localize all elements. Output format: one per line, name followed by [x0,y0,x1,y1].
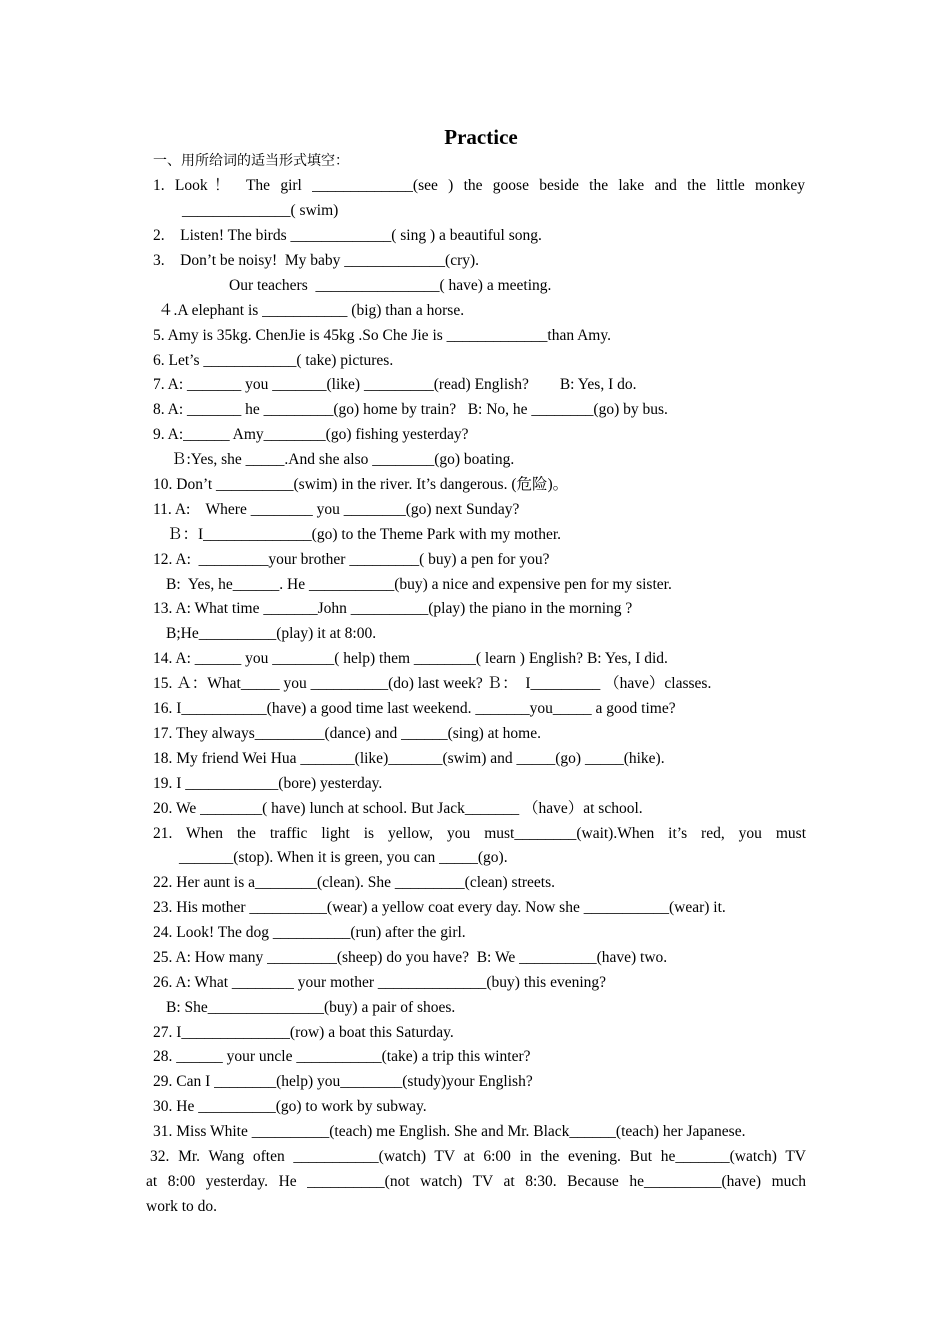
question-22: 22. Her aunt is a________(clean). She _________(clean) streets. [153,874,556,891]
question-21-line-2: _______(stop). When it is green, you can _____(go). [179,849,508,866]
question-16: 16. I___________(have) a good time last weekend. _______you_____ a good time? [153,700,676,717]
question-5: 5. Amy is 35kg. ChenJie is 45kg .So Che Jie is _____________than Amy. [153,327,611,344]
question-20: 20. We ________( have) lunch at school. But Jack_______ （have）at school. [153,800,643,817]
question-29: 29. Can I ________(help) you________(study)your English? [153,1073,533,1090]
question-18: 18. My friend Wei Hua _______(like)_______(swim) and _____(go) _____(hike). [153,750,665,767]
question-32-line-1: 32. Mr. Wang often ___________(watch) TV at 6:00 in the evening. But he_______(watch) TV [150,1148,806,1165]
question-15: 15. Ａ：What_____ you __________(do) last week? Ｂ： I_________ （have）classes. [153,675,712,692]
question-26: 26. A: What ________ your mother ______________(buy) this evening? [153,974,607,991]
question-32-line-3: work to do. [146,1198,218,1215]
question-8: 8. A: _______ he _________(go) home by train? B: No, he ________(go) by bus. [153,401,668,418]
question-14: 14. A: ______ you ________( help) them ________( learn ) English? B: Yes, I did. [153,650,668,667]
question-11-answer: Ｂ：I______________(go) to the Theme Park with my mother. [167,526,562,543]
question-1-line-1: 1. Look！ The girl _____________(see ) the goose beside the lake and the little monkey [153,177,805,194]
question-1-line-2: ______________( swim) [182,202,339,219]
question-31: 31. Miss White __________(teach) me English. She and Mr. Black______(teach) her Japanese. [153,1123,746,1140]
question-3: 3. Don’t be noisy! My baby _____________(cry). [153,252,480,269]
question-4: ４.A elephant is ___________ (big) than a horse. [158,302,465,319]
question-3-line-2: Our teachers ________________( have) a meeting. [229,277,552,294]
question-23: 23. His mother __________(wear) a yellow coat every day. Now she ___________(wear) it. [153,899,726,916]
question-24: 24. Look! The dog __________(run) after the girl. [153,924,466,941]
question-12: 12. A: _________your brother _________( buy) a pen for you? [153,551,550,568]
question-6: 6. Let’s ____________( take) pictures. [153,352,394,369]
question-13-answer: B;He__________(play) it at 8:00. [166,625,377,642]
question-9-answer: Ｂ:Yes, she _____.And she also ________(go) boating. [171,451,515,468]
instruction: 一、用所给词的适当形式填空： [153,153,349,169]
question-28: 28. ______ your uncle ___________(take) a trip this winter? [153,1048,531,1065]
question-30: 30. He __________(go) to work by subway. [153,1098,427,1115]
question-25: 25. A: How many _________(sheep) do you have? B: We __________(have) two. [153,949,668,966]
question-32-line-2: at 8:00 yesterday. He __________(not watch) TV at 8:30. Because he__________(have) much [146,1173,806,1190]
question-17: 17. They always_________(dance) and ______(sing) at home. [153,725,541,742]
question-9: 9. A:______ Amy________(go) fishing yesterday? [153,426,469,443]
question-2: 2. Listen! The birds _____________( sing ) a beautiful song. [153,227,542,244]
question-11: 11. A: Where ________ you ________(go) next Sunday? [153,501,520,518]
question-26-answer: B: She_______________(buy) a pair of shoes. [166,999,456,1016]
question-13: 13. A: What time _______John __________(play) the piano in the morning ? [153,600,633,617]
page-title: Practice [444,125,518,149]
question-27: 27. I______________(row) a boat this Saturday. [153,1024,454,1041]
question-21-line-1: 21. When the traffic light is yellow, you must________(wait).When it’s red, you must [153,825,806,842]
question-10: 10. Don’t __________(swim) in the river. It’s dangerous. (危险)。 [153,476,569,493]
question-7: 7. A: _______ you _______(like) _________(read) English? B: Yes, I do. [153,376,637,393]
question-19: 19. I ____________(bore) yesterday. [153,775,383,792]
question-12-answer: B: Yes, he______. He ___________(buy) a nice and expensive pen for my sister. [166,576,672,593]
